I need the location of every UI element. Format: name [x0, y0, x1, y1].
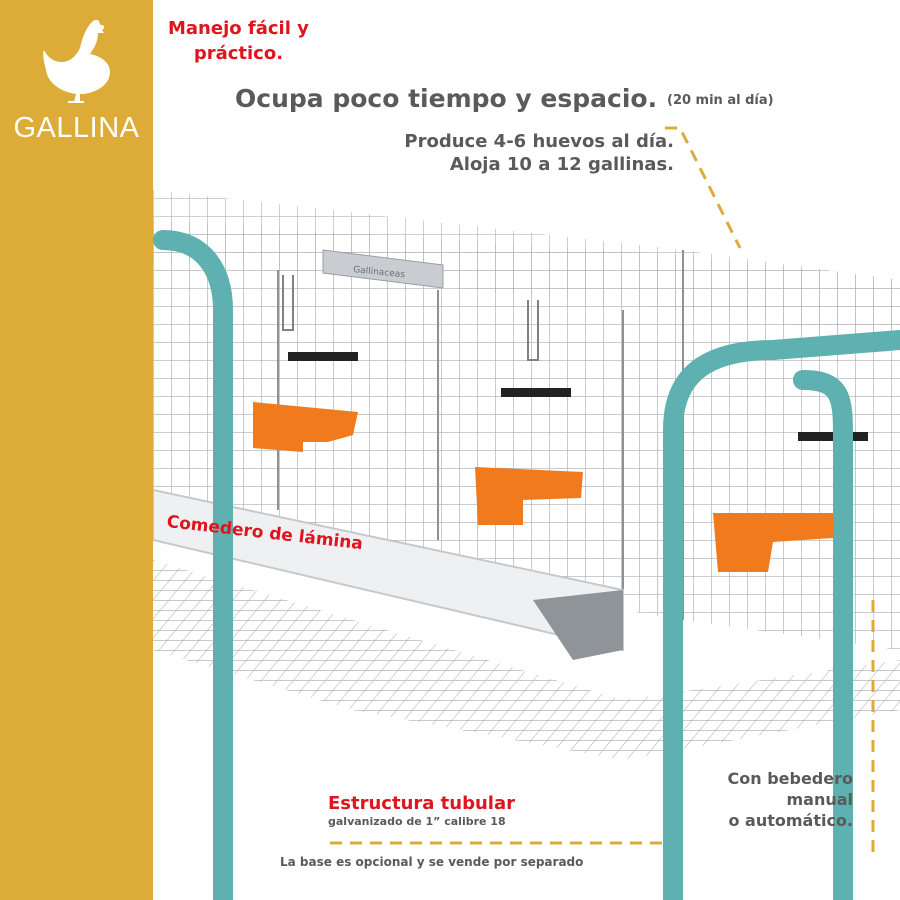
tagline [168, 16, 309, 66]
structure-subtitle: galvanizado de 1” calibre 18 [328, 815, 506, 828]
drinker-info [728, 768, 854, 831]
drinker-nipple [288, 352, 358, 361]
feeder-label: Comedero de lámina [165, 512, 364, 555]
brand-sidebar [0, 0, 153, 900]
brand-name: GALLINA [13, 112, 140, 144]
base-note: La base es opcional y se vende por separado [280, 855, 584, 869]
tagline-line2: práctico. [193, 43, 284, 64]
hen-icon [40, 18, 112, 104]
structure-title: Estructura tubular [328, 793, 515, 814]
headline-note: (20 min al día) [667, 93, 774, 108]
drinker-line1: Con bebedero [727, 769, 853, 788]
headline: Ocupa poco tiempo y espacio. [235, 84, 658, 113]
production-eggs: Produce 4-6 huevos al día. [404, 131, 674, 152]
tagline-line1: Manejo fácil y [168, 18, 309, 39]
plate-text: Gallinaceas [352, 265, 406, 281]
production-capacity: Aloja 10 a 12 gallinas. [449, 154, 674, 175]
drinker-line3: o automático. [728, 811, 853, 830]
cage-mesh-front-right [683, 255, 900, 650]
drinker-line2: manual [786, 790, 853, 809]
production-info [404, 130, 674, 176]
drinker-nipple [501, 388, 571, 397]
